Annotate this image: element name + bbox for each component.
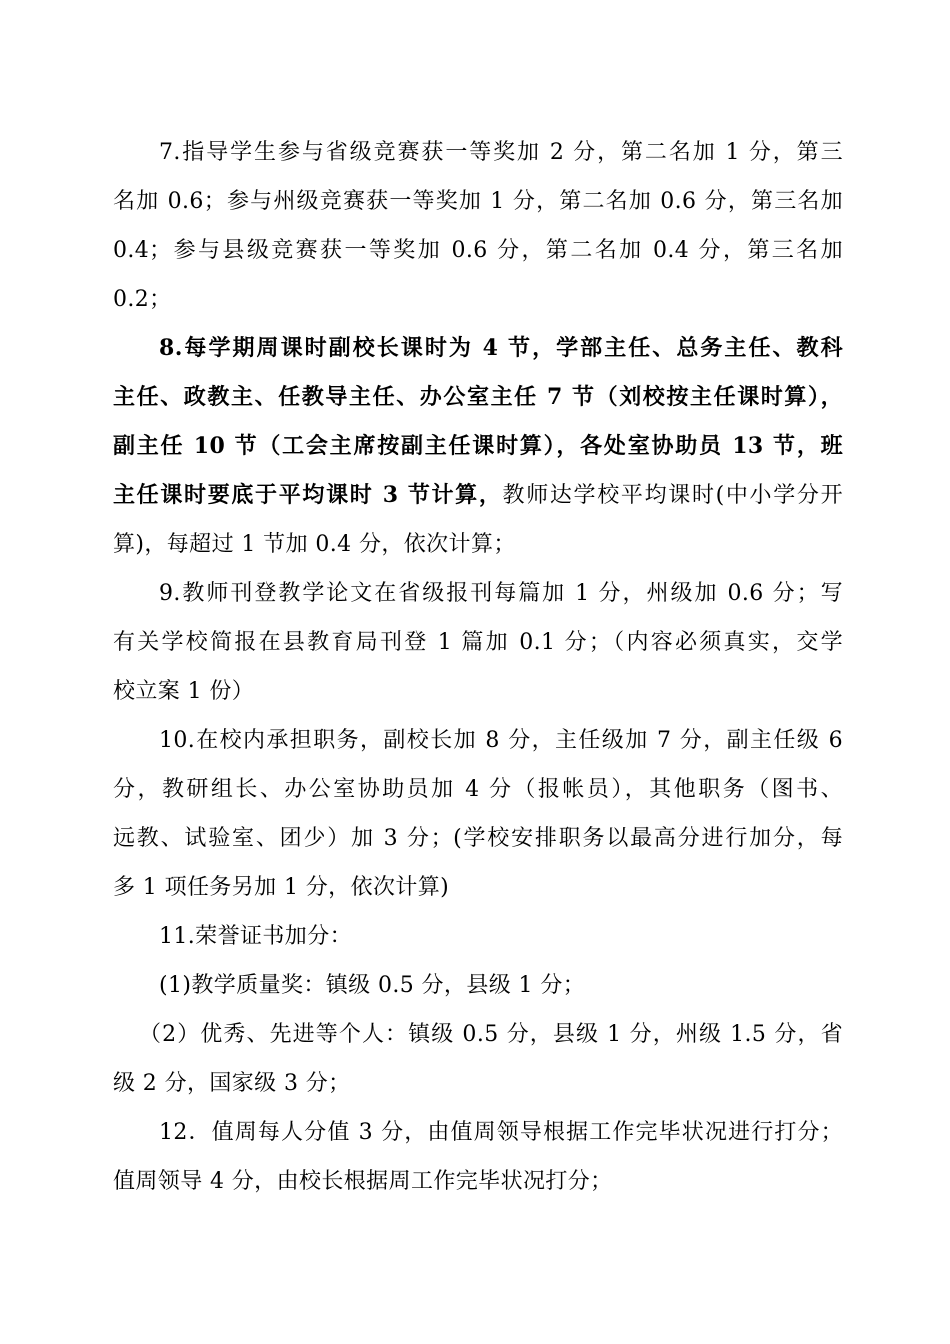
- paragraph-line: 远教、试验室、团少）加 3 分；(学校安排职务以最高分进行加分，每: [113, 826, 843, 851]
- paragraph-line: 9.教师刊登教学论文在省级报刊每篇加 1 分，州级加 0.6 分；写: [159, 581, 843, 606]
- paragraph-line-bold: 副主任 10 节（工会主席按副主任课时算），各处室协助员 13 节，班: [113, 433, 843, 459]
- paragraph-11: [113, 912, 843, 961]
- paragraph-line: 值周领导 4 分，由校长根据周工作完毕状况打分；: [113, 1169, 613, 1194]
- paragraph-line-mixed: [113, 471, 843, 520]
- paragraph-line: 0.2；: [113, 287, 172, 312]
- paragraph-line: 11.荣誉证书加分：: [159, 924, 352, 949]
- paragraph-12: [113, 1108, 843, 1206]
- paragraph-line-bold: 8.每学期周课时副校长课时为 4 节，学部主任、总务主任、教科: [159, 335, 843, 361]
- paragraph-line: 有关学校简报在县教育局刊登 1 篇加 0.1 分；（内容必须真实，交学: [113, 630, 843, 655]
- normal-run: 教师达学校平均课时(中小学分开: [502, 483, 843, 508]
- paragraph-line: 分，教研组长、办公室协助员加 4 分（报帐员），其他职务（图书、: [113, 777, 843, 802]
- paragraph-line: 算)，每超过 1 节加 0.4 分，依次计算；: [113, 532, 516, 557]
- paragraph-9: [113, 569, 843, 716]
- paragraph-line-bold: 主任、政教主、任教导主任、办公室主任 7 节（刘校按主任课时算），: [113, 384, 843, 410]
- paragraph-11-item-1: [113, 961, 843, 1010]
- paragraph-11-item-2: [113, 1010, 843, 1108]
- paragraph-line: (1)教学质量奖：镇级 0.5 分，县级 1 分；: [159, 973, 586, 998]
- paragraph-line: 级 2 分，国家级 3 分；: [113, 1071, 351, 1096]
- paragraph-line: 0.4；参与县级竞赛获一等奖加 0.6 分，第二名加 0.4 分，第三名加: [113, 238, 843, 263]
- paragraph-line: 12．值周每人分值 3 分，由值周领导根据工作完毕状况进行打分；: [159, 1120, 843, 1145]
- paragraph-8: [113, 324, 843, 569]
- paragraph-line: 校立案 1 份）: [113, 679, 255, 704]
- bold-run: 主任课时要底于平均课时 3 节计算，: [113, 482, 503, 508]
- paragraph-line: 7.指导学生参与省级竞赛获一等奖加 2 分，第二名加 1 分，第三: [159, 140, 843, 165]
- paragraph-7: [113, 128, 843, 324]
- paragraph-line: （2）优秀、先进等个人：镇级 0.5 分，县级 1 分，州级 1.5 分，省: [139, 1022, 843, 1047]
- paragraph-line: 多 1 项任务另加 1 分，依次计算): [113, 875, 450, 900]
- paragraph-line: 10.在校内承担职务，副校长加 8 分，主任级加 7 分，副主任级 6: [159, 728, 843, 753]
- paragraph-line: 名加 0.6；参与州级竞赛获一等奖加 1 分，第二名加 0.6 分，第三名加: [113, 189, 843, 214]
- paragraph-10: [113, 716, 843, 912]
